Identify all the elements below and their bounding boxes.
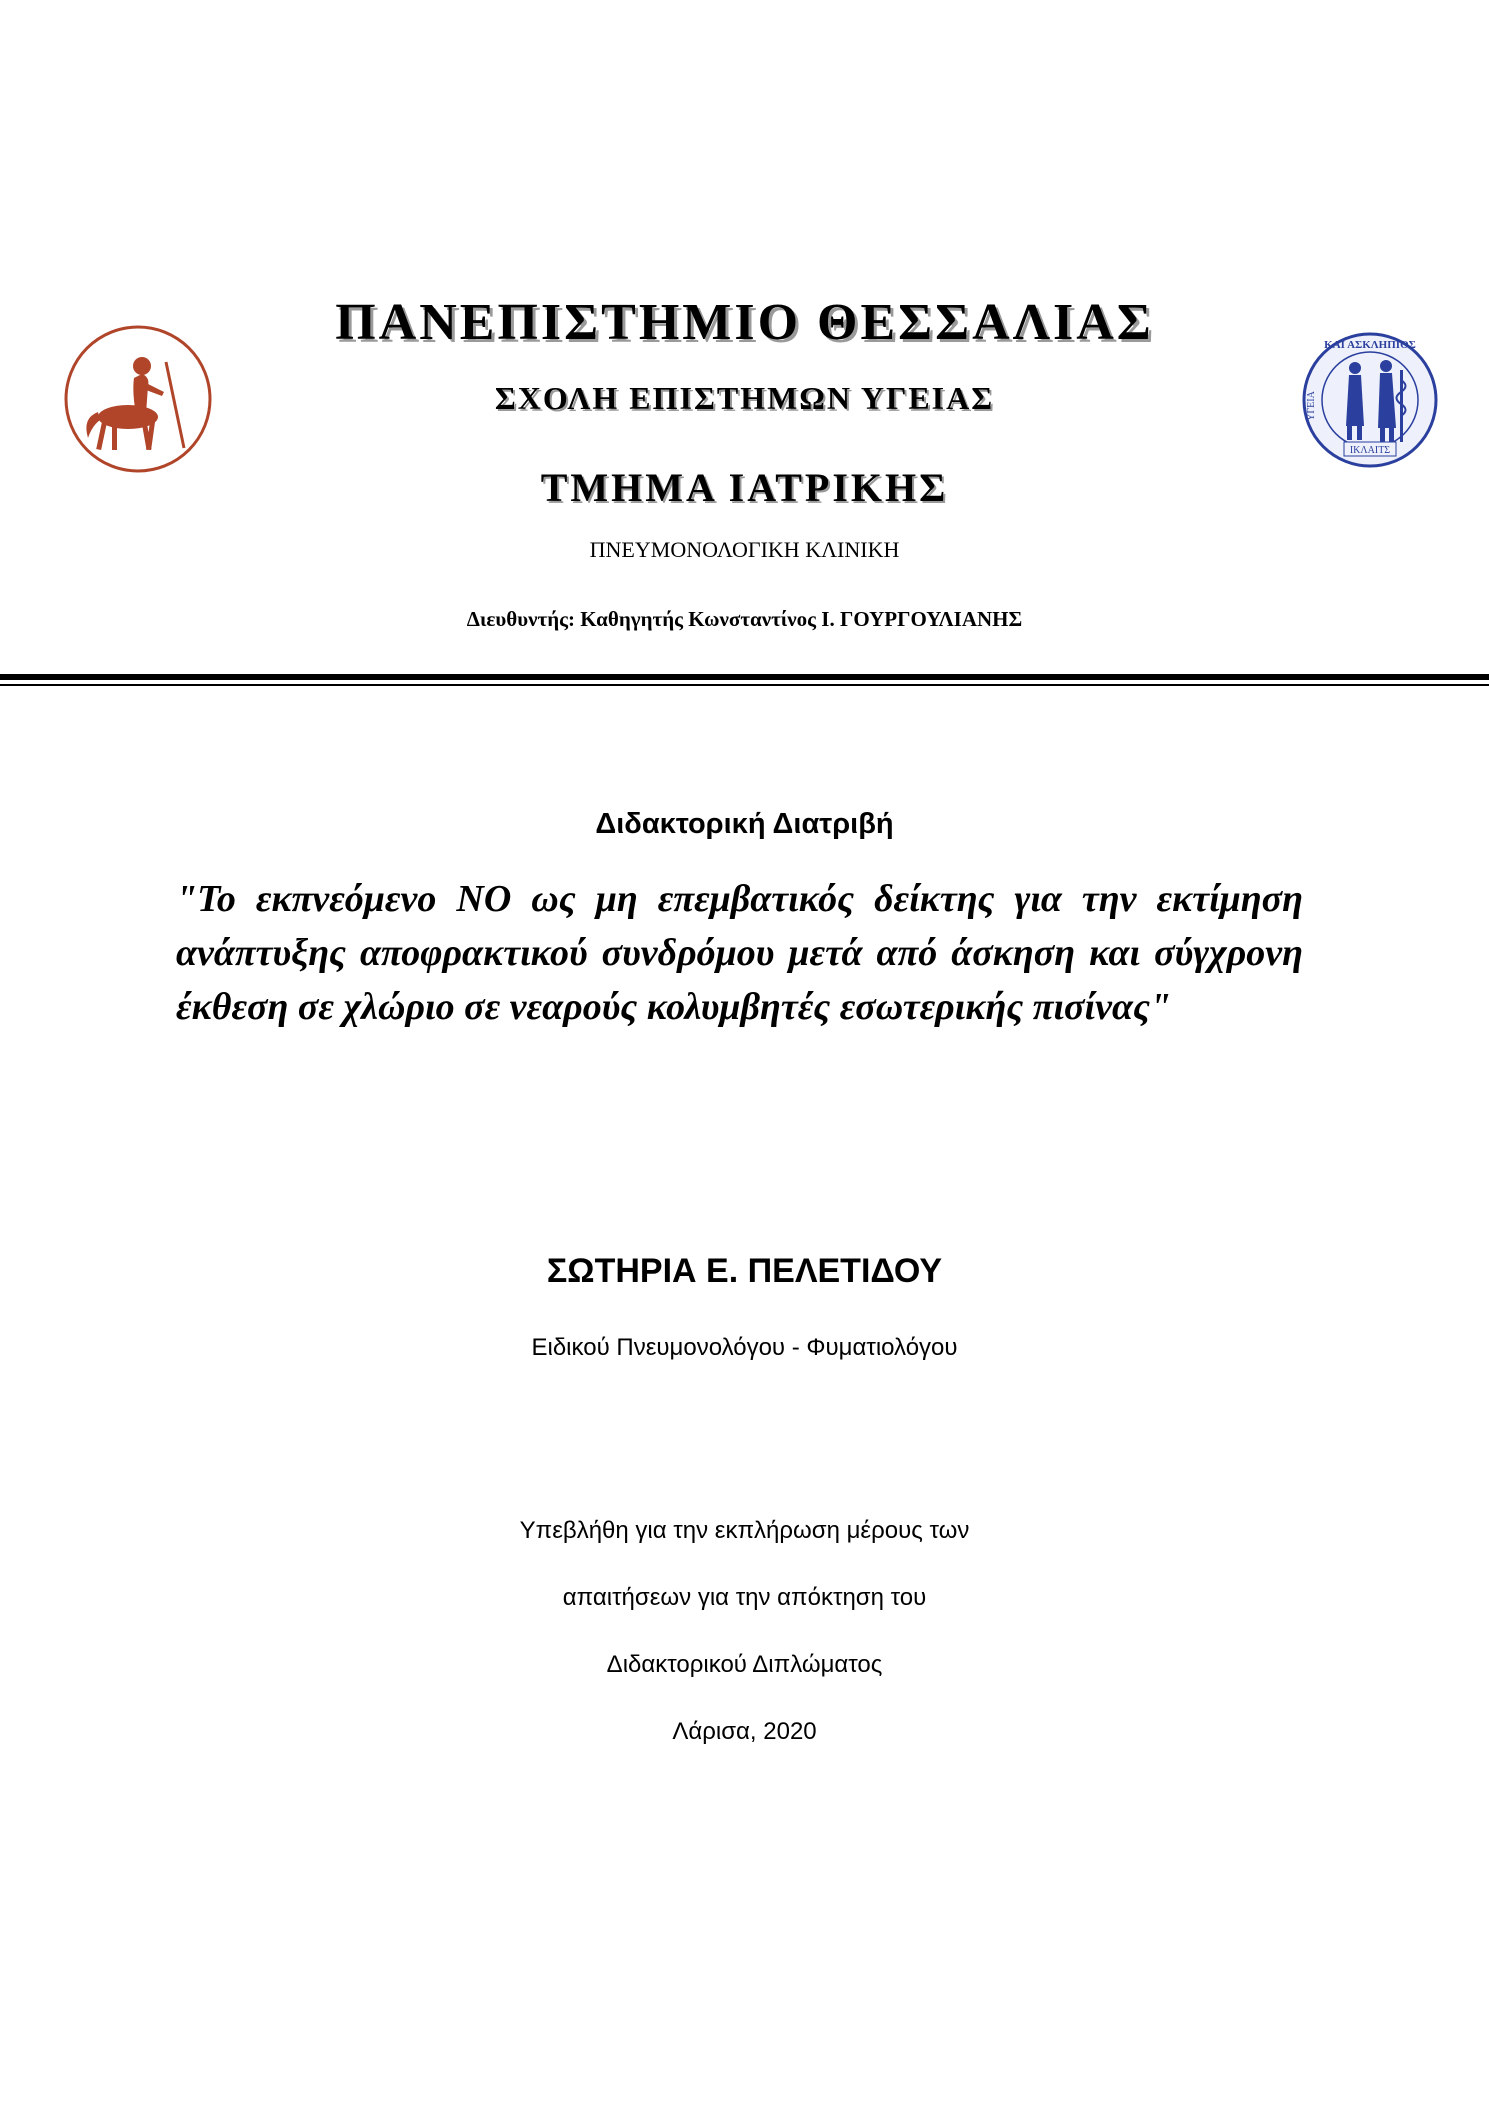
document-type: Διδακτορική Διατριβή xyxy=(595,808,894,840)
header-divider-thin xyxy=(0,684,1489,686)
svg-text:ΥΓΕΙΑ: ΥΓΕΙΑ xyxy=(1306,391,1317,421)
svg-text:ΚΑΙ ΑΣΚΛΗΠΙΟΣ: ΚΑΙ ΑΣΚΛΗΠΙΟΣ xyxy=(1324,339,1416,351)
svg-text:ΙΚΛΑΙΤΣ: ΙΚΛΑΙΤΣ xyxy=(1349,445,1391,456)
header-divider-thick xyxy=(0,674,1489,680)
author-name: ΣΩΤΗΡΙΑ Ε. ΠΕΛΕΤΙΔΟΥ xyxy=(546,1252,943,1290)
department-name: ΤΜΗΜΑ ΙΑΤΡΙΚΗΣ xyxy=(540,465,949,510)
submission-line-2: απαιτήσεων για την απόκτηση του xyxy=(562,1584,927,1611)
school-name: ΣΧΟΛΗ ΕΠΙΣΤΗΜΩΝ ΥΓΕΙΑΣ xyxy=(494,380,995,416)
submission-line-3: Διδακτορικού Διπλώματος xyxy=(606,1651,883,1678)
thesis-title: "Το εκπνεόμενο NO ως μη επεμβατικός δείκτης για την εκτίμηση ανάπτυξης αποφρακτικού συνδρόμου μετά από άσκηση και σύγχρονη έκθεση σε χλώριο σε νεαρούς κολυμβητές εσωτερικής πισίνας" xyxy=(176,878,1303,1028)
submission-line-1: Υπεβλήθη για την εκπλήρωση μέρους των xyxy=(519,1517,970,1544)
director-line: Διευθυντής: Καθηγητής Κωνσταντίνος Ι. ΓΟΥΡΓΟΥΛΙΑΝΗΣ xyxy=(466,607,1023,631)
author-specialty: Ειδικού Πνευμονολόγου - Φυματιολόγου xyxy=(531,1334,958,1361)
university-name: ΠΑΝΕΠΙΣΤΗΜΙΟ ΘΕΣΣΑΛΙΑΣ xyxy=(335,294,1154,351)
clinic-name: ΠΝΕΥΜΟΝΟΛΟΓΙΚΗ ΚΛΙΝΙΚΗ xyxy=(589,537,900,562)
place-date: Λάρισα, 2020 xyxy=(672,1718,817,1745)
